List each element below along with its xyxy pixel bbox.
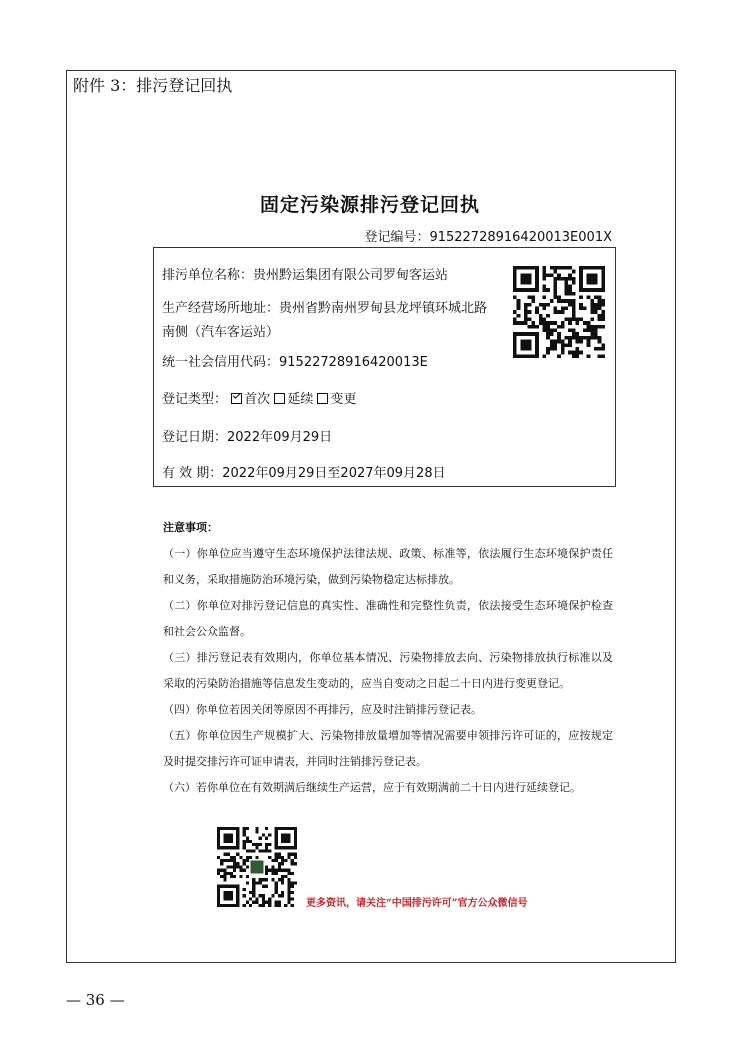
- notes-title: 注意事项：: [163, 521, 218, 534]
- wechat-qr-code: [217, 827, 297, 907]
- note-item-5: （五）你单位因生产规模扩大、污染物排放量增加等情况需要申领排污许可证的，应按规定及时提交排污许可证申请表，并同时注销排污登记表。: [163, 729, 613, 768]
- valid-period: 有 效 期：2022年09月29日至2027年09月28日: [162, 466, 446, 481]
- registration-number: 登记编号：91522728916420013E001X: [364, 230, 612, 245]
- registration-type-label: 登记类型：: [162, 392, 228, 407]
- note-item-6: （六）若你单位在有效期满后继续生产运营，应于有效期满前二十日内进行延续登记。: [163, 781, 581, 794]
- registration-qr-code: [513, 266, 605, 358]
- note-item-2: （二）你单位对排污登记信息的真实性、准确性和完整性负责，依法接受生态环境保护检查和社会公众监督。: [163, 599, 613, 638]
- registration-type: [162, 388, 356, 407]
- note-item-4: （四）你单位若因关闭等原因不再排污，应及时注销排污登记表。: [163, 703, 482, 716]
- unit-name: 排污单位名称：贵州黔运集团有限公司罗甸客运站: [162, 268, 449, 283]
- document-title: 固定污染源排污登记回执: [259, 194, 480, 216]
- credit-code: 统一社会信用代码：91522728916420013E: [162, 355, 428, 370]
- checkbox-renew: [274, 393, 285, 404]
- reg-type-option-first: 首次: [231, 392, 270, 407]
- reg-type-option-renew: 延续: [274, 392, 313, 407]
- page-number: — 36 —: [66, 991, 125, 1009]
- checkbox-first: [231, 393, 242, 404]
- address-line1: 生产经营场所地址：贵州省黔南州罗甸县龙坪镇环城北路: [162, 301, 488, 316]
- note-item-1: （一）你单位应当遵守生态环境保护法律法规、政策、标准等，依法履行生态环境保护责任和义务，采取措施防治环境污染，做到污染物稳定达标排放。: [163, 547, 613, 586]
- registration-date: 登记日期：2022年09月29日: [162, 430, 333, 445]
- promo-text: 更多资讯，请关注“中国排污许可”官方公众微信号: [306, 898, 528, 909]
- reg-type-option-change: 变更: [317, 392, 356, 407]
- note-item-3: （三）排污登记表有效期内，你单位基本情况、污染物排放去向、污染物排放执行标准以及采取的污染防治措施等信息发生变动的，应当自变动之日起二十日内进行变更登记。: [163, 651, 613, 690]
- attachment-label: 附件 3：排污登记回执: [73, 76, 233, 95]
- address-line2: 南侧（汽车客运站）: [162, 325, 280, 340]
- checkbox-change: [317, 393, 328, 404]
